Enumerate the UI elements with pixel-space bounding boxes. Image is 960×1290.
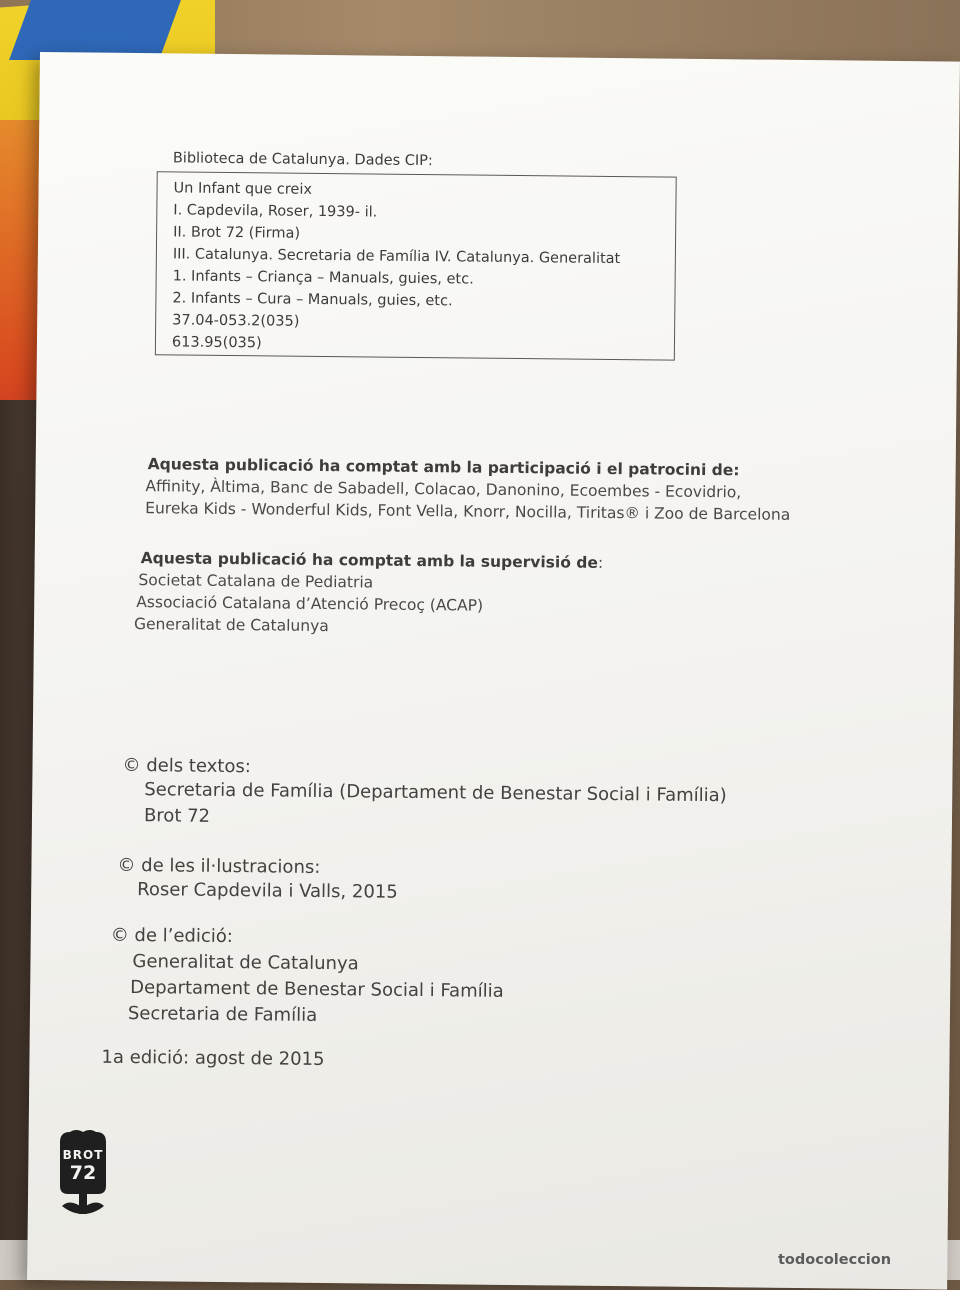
brot72-logo-word: BROT [62,1148,104,1162]
copyright-texts-label: © dels textos: [122,754,251,778]
supervision-item: Societat Catalana de Pediatria [138,571,374,592]
cip-line: III. Catalunya. Secretaria de Família IV. Catalunya. Generalitat [172,246,621,268]
book-page [27,52,960,1290]
cip-line: 613.95(035) [171,334,262,352]
sponsors-line: Eureka Kids - Wonderful Kids, Font Vella, Knorr, Nocilla, Tiritas® i Zoo de Barcelona [145,499,791,524]
cip-line: 2. Infants – Cura – Manuals, guies, etc. [172,290,453,310]
copyright-texts-item: Secretaria de Família (Departament de Benestar Social i Família) [144,779,727,807]
supervision-heading-tail: : [597,553,604,572]
cip-heading: Biblioteca de Catalunya. Dades CIP: [172,150,433,170]
copyright-texts-item: Brot 72 [143,805,211,827]
copyright-edition-item: Secretaria de Família [127,1002,318,1026]
supervision-item: Associació Catalana d’Atenció Precoç (ACAP) [136,593,484,615]
background-book-blue [9,0,181,60]
cip-record-box [155,171,677,360]
first-edition: 1a edició: agost de 2015 [101,1046,325,1071]
copyright-illustrations-label: © de les il·lustracions: [117,854,321,878]
brot72-logo-number: 72 [69,1162,97,1184]
watermark-text: todocoleccion [778,1252,892,1268]
cip-line: Un Infant que creix [173,180,313,198]
copyright-edition-label: © de l’edició: [110,924,234,948]
cip-line: I. Capdevila, Roser, 1939- il. [173,202,378,221]
cip-line: 1. Infants – Criança – Manuals, guies, etc. [172,268,474,288]
sponsors-heading: Aquesta publicació ha comptat amb la participació i el patrocini de: [147,455,740,480]
copyright-edition-item: Generalitat de Catalunya [132,951,359,975]
cip-line: 37.04-053.2(035) [172,312,300,330]
supervision-item: Generalitat de Catalunya [133,615,329,636]
supervision-heading [141,549,604,572]
sponsors-line: Affinity, Àltima, Banc de Sabadell, Colacao, Danonino, Ecoembes - Ecovidrio, [145,477,742,502]
brot72-logo [52,1128,114,1224]
supervision-heading-bold: Aquesta publicació ha comptat amb la supervisió de [140,549,598,572]
copyright-illustrations-item: Roser Capdevila i Valls, 2015 [137,879,398,903]
cip-line: II. Brot 72 (Firma) [173,224,301,242]
copyright-edition-item: Departament de Benestar Social i Família [130,976,504,1002]
